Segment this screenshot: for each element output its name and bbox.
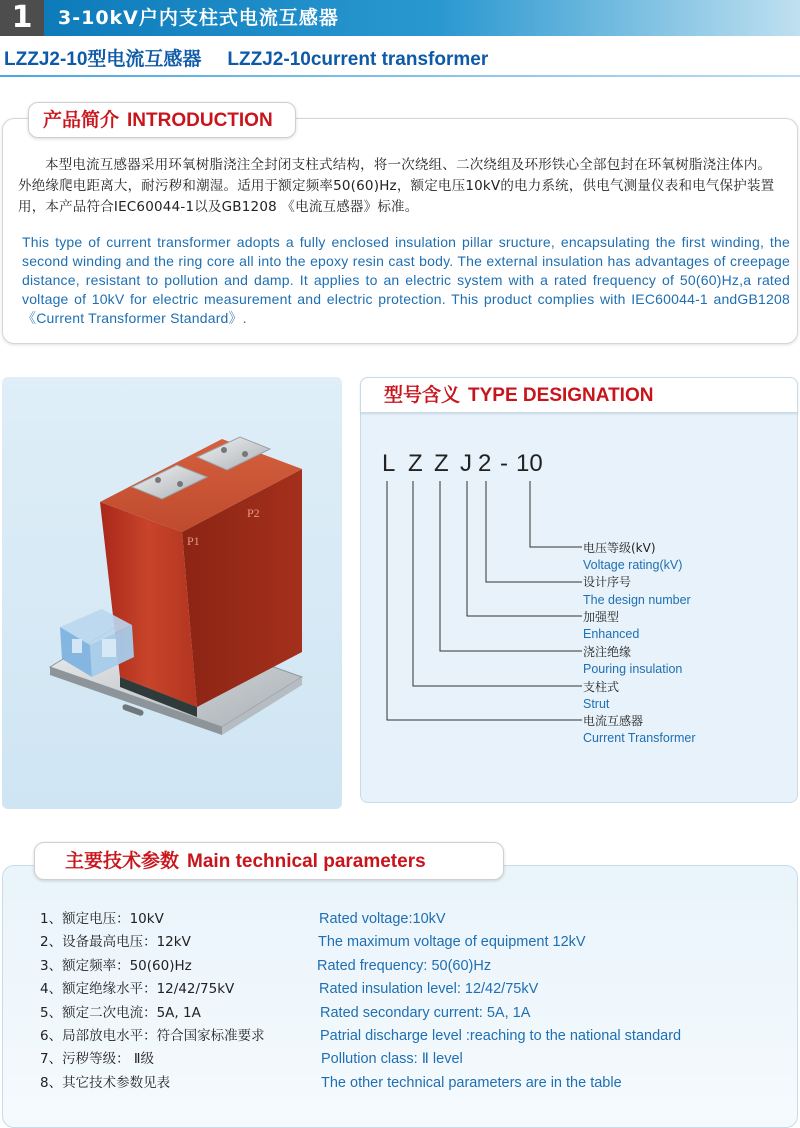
designation-connector-lines [360,377,798,803]
type-designation-heading-cn: 型号含义 [384,384,461,406]
introduction-text-cn: 本型电流互感器采用环氧树脂浇注全封闭支柱式结构，将一次绕组、二次绕组及环形铁心全部包封在环氧树脂浇注体内。外绝缘爬电距离大，耐污秽和潮湿。适用于额定频率50(60)Hz，额定电压10kV的电力系统，供电气测量仪表和电气保护装置用，本产品符合IEC60044-1以及GB1208 《电流互感器》标准。 [18,157,775,215]
parameter-cn: 8、其它技术参数见表 [40,1075,171,1091]
section-number: 1 [0,0,44,36]
subtitle-cn: LZZJ2-10型电流互感器 [4,49,202,70]
parameter-row [0,1072,800,1094]
parameter-cn: 1、额定电压：10kV [40,911,164,927]
parameter-cn: 2、设备最高电压：12kV [40,934,191,950]
designation-enhanced-cn: 加强型 [583,610,620,624]
subtitle-divider [0,75,800,77]
product-photo [2,377,342,809]
parameter-en: The maximum voltage of equipment 12kV [318,934,586,950]
parameter-en: Patrial discharge level :reaching to the national standard [320,1028,682,1044]
subtitle-en: LZZJ2-10current transformer [227,49,489,70]
parameter-en: Pollution class: Ⅱ level [321,1051,463,1067]
parameter-cn: 5、额定二次电流：5A, 1A [40,1005,201,1021]
parameter-row [0,908,800,930]
introduction-text-en: This type of current transformer adopts a fully enclosed insulation pillar sructure, encapsulating the first winding, the second winding and the ring core all into the epoxy resin cast body. The external insulation has advantages of creepage distance, resistant to pollution and damp. It applies to an electric system with a rated frequency of 50(60)Hz,a rated voltage of 10kV for electric measurement and electric protection. This product complies with IEC60044-1 andGB1208《Current Transformer Standard》. [22,234,790,326]
terminal-mark-p2: P2 [247,506,260,520]
designation-enhanced-en: Enhanced [583,627,640,641]
designation-pouring-en: Pouring insulation [583,662,683,676]
designation-strut-en: Strut [583,697,610,711]
parameter-cn: 6、局部放电水平：符合国家标准要求 [40,1028,265,1044]
product-subtitle [4,48,488,72]
parameter-cn: 3、额定频率：50(60)Hz [40,958,192,974]
designation-pouring-cn: 浇注绝缘 [583,645,632,659]
designation-ct-cn: 电流互感器 [583,714,644,728]
section-header-bar [0,0,800,36]
parameter-row [0,1002,800,1024]
parameter-row [0,1025,800,1047]
parameter-cn: 4、额定绝缘水平：12/42/75kV [40,981,235,997]
designation-voltage-cn: 电压等级(kV) [583,541,656,555]
introduction-heading [28,102,296,138]
code-char-z1: Z [408,450,423,477]
parameter-row [0,931,800,953]
parameter-row [0,1048,800,1070]
parameter-cn: 7、污秽等级： Ⅱ级 [40,1051,155,1067]
introduction-heading-cn: 产品简介 [43,109,120,131]
parameter-en: Rated secondary current: 5A, 1A [320,1005,531,1021]
parameters-heading-cn: 主要技术参数 [65,850,180,872]
current-transformer-illustration [2,377,342,809]
section-title: 3-10kV户内支柱式电流互感器 [58,7,339,29]
parameters-heading [34,842,504,880]
code-char-dash: - [500,450,508,477]
code-char-10: 10 [516,450,543,477]
parameter-row [0,955,800,977]
code-char-l: L [382,450,396,477]
code-char-2: 2 [478,450,492,477]
type-designation-heading-en: TYPE DESIGNATION [468,385,654,406]
parameters-heading-en: Main technical parameters [187,851,426,872]
parameter-en: Rated frequency: 50(60)Hz [317,958,492,974]
parameter-en: Rated insulation level: 12/42/75kV [319,981,539,997]
designation-ct-en: Current Transformer [583,731,696,745]
designation-design-en: The design number [583,593,691,607]
designation-design-cn: 设计序号 [583,575,632,589]
code-char-z2: Z [434,450,449,477]
designation-voltage-en: Voltage rating(kV) [583,558,683,572]
terminal-mark-p1: P1 [187,534,200,548]
introduction-heading-en: INTRODUCTION [127,110,273,131]
parameter-en: Rated voltage:10kV [319,911,446,927]
parameter-en: The other technical parameters are in the table [321,1075,622,1091]
parameter-row [0,978,800,1000]
designation-strut-cn: 支柱式 [583,680,620,694]
code-char-j: J [460,450,472,477]
